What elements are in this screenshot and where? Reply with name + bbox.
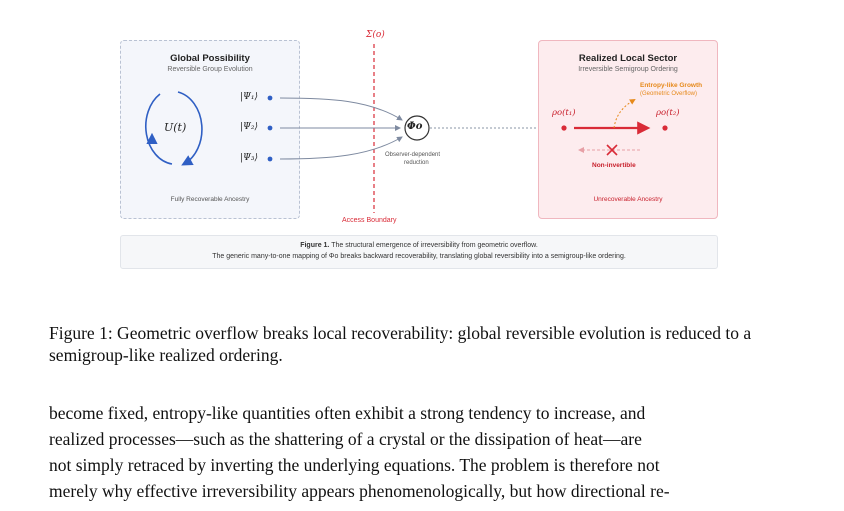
growth-label-2: (Geometric Overflow): [640, 91, 698, 97]
mapping-curve-1: [280, 98, 402, 120]
rho-t2-dot: [662, 125, 667, 130]
left-panel-footer: Fully Recoverable Ancestry: [170, 196, 250, 203]
body-line: become fixed, entropy-like quantities often exhibit a strong tendency to increase, and: [49, 403, 646, 423]
sigma-label: Σ(o): [366, 30, 385, 40]
state-label-3: |Ψ₃⟩: [240, 153, 259, 163]
global-possibility-subtitle: Reversible Group Evolution: [167, 66, 253, 73]
state-label-1: |Ψ₁⟩: [240, 92, 259, 102]
non-invertible-label: Non-invertible: [592, 162, 636, 169]
state-dot-1: [268, 96, 273, 101]
inner-caption-text-1: The structural emergence of irreversibility from geometric overflow.: [329, 242, 538, 249]
figure-caption: Figure 1: Geometric overflow breaks local recoverability: global reversible evolution is reduced to a semigroup-like realized ordering.: [49, 323, 752, 365]
global-possibility-title: Global Possibility: [170, 53, 250, 64]
body-line: not simply retraced by inverting the underlying equations. The problem is therefore not: [49, 455, 660, 475]
observer-note-2: reduction: [404, 160, 429, 166]
inner-caption-line-1: [121, 242, 717, 249]
realized-local-sector-title: Realized Local Sector: [578, 53, 678, 64]
state-dot-2: [268, 126, 273, 131]
rho-t1-dot: [561, 125, 566, 130]
body-paragraph: [49, 400, 799, 504]
state-label-2: |Ψ₂⟩: [240, 122, 259, 132]
rho-t1-label: ρo(t₁): [552, 108, 576, 118]
operator-label: U(t): [164, 121, 187, 134]
realized-local-sector-subtitle: Irreversible Semigroup Ordering: [578, 66, 678, 73]
state-dot-3: [268, 157, 273, 162]
inner-caption-label: Figure 1.: [300, 242, 330, 249]
observer-note-1: Observer-dependent: [385, 152, 441, 158]
rho-t2-label: ρo(t₂): [656, 108, 680, 118]
mapping-curve-3: [280, 137, 402, 159]
inner-caption-line-2: The generic many-to-one mapping of Φo breaks backward recoverability, translating global reversibility into a semigroup-like ordering.: [212, 253, 626, 260]
phi-label: Φo: [407, 121, 423, 132]
body-line: realized processes—such as the shattering of a crystal or the dissipation of heat—are: [49, 429, 642, 449]
inner-caption-box: [120, 235, 718, 269]
right-panel-footer: Unrecoverable Ancestry: [593, 196, 663, 203]
growth-label-1: Entropy-like Growth: [640, 82, 703, 89]
entropy-growth-arrow: [614, 100, 634, 128]
access-boundary-label: Access Boundary: [342, 217, 397, 224]
body-line: merely why effective irreversibility appears phenomenologically, but how directional re-: [49, 481, 670, 501]
